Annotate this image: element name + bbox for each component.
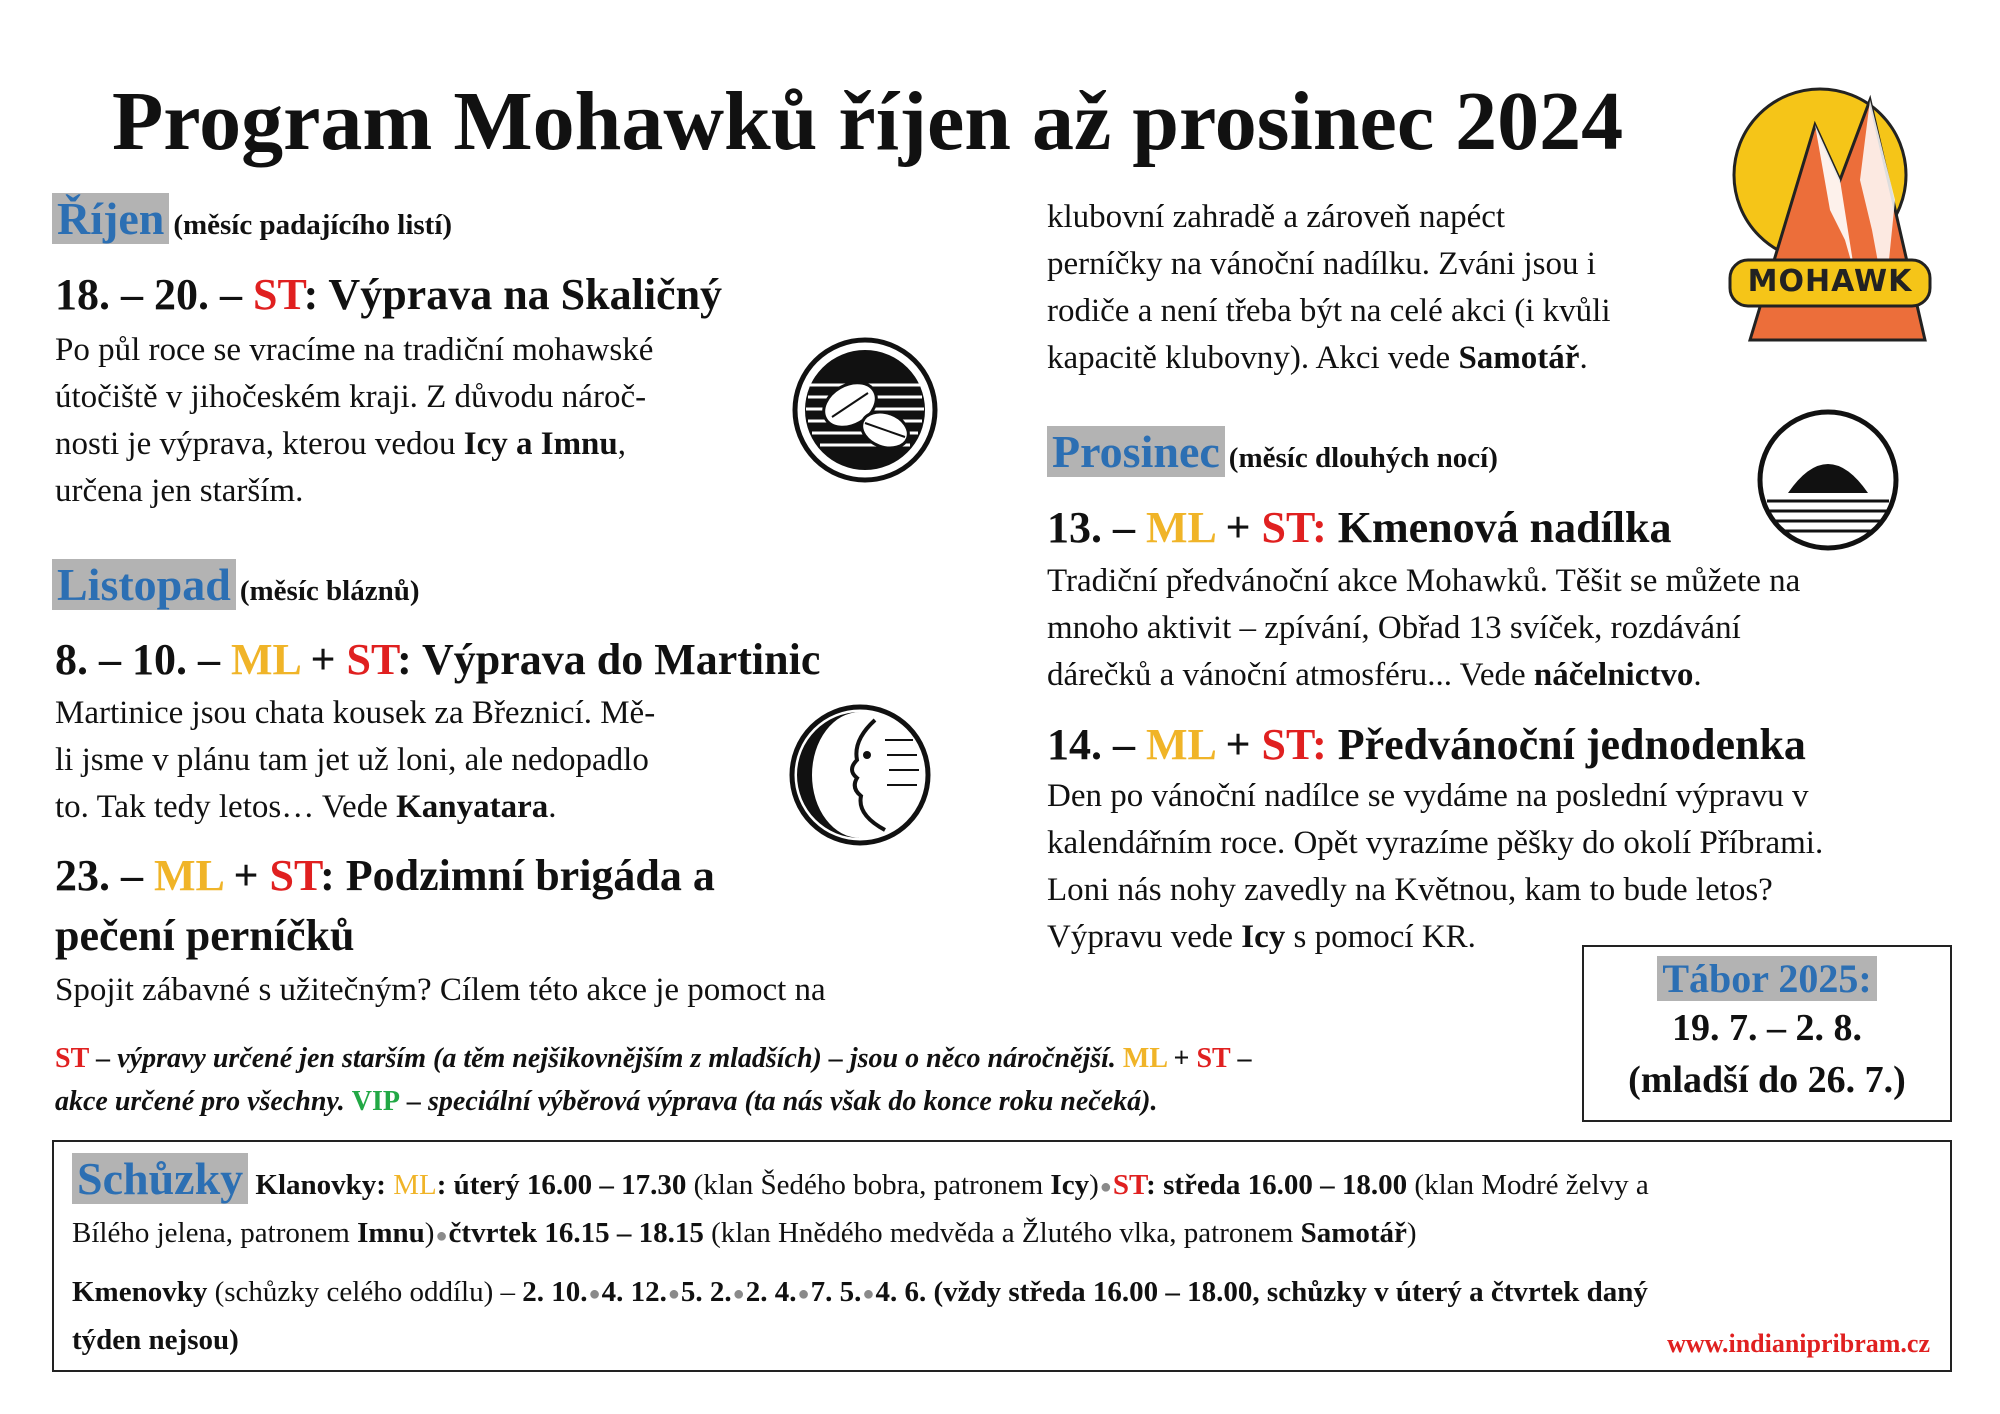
text-line — [1047, 652, 1967, 699]
text-line — [55, 421, 775, 468]
text: to. Tak tedy letos… Vede — [55, 789, 388, 825]
text-line: kalendářním roce. Opět vyrazíme pěšky do okolí Příbrami. — [1047, 825, 1824, 861]
event-title-martinice — [55, 632, 820, 688]
text: kapacitě klubovny). Akci vede — [1047, 340, 1451, 376]
legend — [55, 1037, 1575, 1123]
text-line: li jsme v plánu tam jet už loni, ale nedopadlo — [55, 742, 649, 778]
text-line: klubovní zahradě a zároveň napéct — [1047, 199, 1506, 235]
event-title-brigada-line2: pečení perníčků — [55, 911, 355, 960]
tag-ml: ML — [231, 635, 300, 684]
event-date: 13. – — [1047, 503, 1135, 552]
event-date: 14. – — [1047, 720, 1135, 769]
event-name: : Podzimní brigáda a — [320, 851, 715, 900]
text: . — [548, 789, 557, 825]
month-name: Prosinec — [1047, 426, 1225, 477]
moon-face-icon — [785, 700, 935, 850]
thu-patron: Samotář — [1300, 1217, 1407, 1250]
tag-ml: ML — [1146, 720, 1215, 769]
ml-clan-end: ) — [1089, 1169, 1099, 1201]
plus: + — [1225, 503, 1251, 552]
text: nosti je výprava, kterou vedou — [55, 426, 456, 462]
leader-name: Icy a Imnu — [463, 426, 618, 462]
bullet-dot: ● — [732, 1283, 745, 1306]
tag-st: ST — [346, 635, 398, 684]
kmenovky-label: Kmenovky — [72, 1275, 208, 1308]
klanovky-line — [72, 1153, 1932, 1210]
thu-clan-end: ) — [1406, 1217, 1417, 1250]
event-date: 8. – 10. – — [55, 635, 220, 684]
tag-st: ST — [269, 851, 321, 900]
st-clan-end: ) — [424, 1217, 435, 1250]
kmenovky-desc: (schůzky celého oddílu) – — [207, 1275, 523, 1308]
event-name: Kmenová nadílka — [1337, 503, 1672, 552]
event-name: : Výprava na Skaličný — [303, 270, 723, 319]
legend-line — [55, 1080, 1575, 1123]
text-line: Loni nás nohy zavedly na Květnou, kam to bude letos? — [1047, 872, 1773, 908]
tag-st: ST — [55, 1043, 90, 1074]
schuzky-title: Schůzky — [72, 1153, 248, 1204]
leader-name: Samotář — [1458, 340, 1580, 376]
event-name: Předvánoční jednodenka — [1337, 720, 1806, 769]
tag-st: ST — [1112, 1169, 1147, 1201]
legend-text: – speciální výběrová výprava (ta nás však do konce roku nečeká). — [400, 1086, 1158, 1117]
thu-clan: (klan Hnědého medvěda a Žlutého vlka, patronem — [703, 1217, 1301, 1250]
tag-st: ST — [1196, 1043, 1231, 1074]
plus: + — [1166, 1043, 1197, 1074]
bullet-dot: ● — [435, 1224, 448, 1247]
night-moon-icon — [1753, 405, 1903, 555]
kmenovky-date: 2. 10. — [522, 1275, 588, 1308]
bullet-dot: ● — [1099, 1176, 1112, 1199]
text-line: Po půl roce se vracíme na tradiční mohawské — [55, 332, 654, 368]
event-description-martinice — [55, 690, 775, 831]
event-name: : Výprava do Martinic — [397, 635, 821, 684]
event-date: 18. – 20. – — [55, 270, 242, 319]
ml-patron: Icy — [1050, 1169, 1090, 1201]
page-title: Program Mohawků říjen až prosinec 2024 — [112, 75, 1624, 168]
month-name: Listopad — [52, 559, 236, 610]
text-line: Martinice jsou chata kousek za Březnicí. Mě- — [55, 695, 656, 731]
tag-ml: ML — [154, 851, 223, 900]
website-link[interactable]: www.indianipribram.cz — [1667, 1329, 1930, 1359]
month-subtitle: (měsíc dlouhých nocí) — [1228, 442, 1498, 474]
text-line — [1047, 335, 1727, 382]
schuzky-box — [52, 1140, 1952, 1372]
kmenovky-note-cont: týden nejsou) — [72, 1324, 239, 1357]
text-line: Den po vánoční nadílce se vydáme na poslední výpravu v — [1047, 778, 1809, 814]
legend-text: akce určené pro všechny. — [55, 1086, 352, 1117]
kmenovky-line — [72, 1269, 1932, 1317]
leaves-moon-icon — [790, 335, 940, 485]
legend-text: – výpravy určené jen starším (a těm nejšikovnějším z mladších) – jsou o něco náročnější. — [89, 1043, 1123, 1074]
leader-name: Kanyatara — [396, 789, 549, 825]
text: , — [617, 426, 627, 462]
text: . — [1579, 340, 1588, 376]
text-line: útočiště v jihočeském kraji. Z důvodu nároč- — [55, 379, 647, 415]
st-clan: (klan Modré želvy a — [1407, 1169, 1649, 1201]
tag-vip: VIP — [351, 1086, 401, 1117]
tag-ml: ML — [393, 1169, 437, 1201]
bullet-dot: ● — [667, 1283, 680, 1306]
text-line: Tradiční předvánoční akce Mohawků. Těšit se můžete na — [1047, 563, 1801, 599]
leader-name: náčelnictvo — [1533, 657, 1694, 693]
bullet-dot: ● — [797, 1283, 810, 1306]
logo-text: MOHAWK — [1747, 264, 1913, 299]
bullet-dot: ● — [862, 1283, 875, 1306]
event-title-skalicny — [55, 267, 722, 323]
ml-clan: (klan Šedého bobra, patronem — [686, 1169, 1051, 1201]
st-time: : středa 16.00 – 18.00 — [1146, 1169, 1408, 1201]
tabor-note: (mladší do 26. 7.) — [1628, 1059, 1906, 1101]
kmenovky-date: 4. 6. — [875, 1275, 927, 1308]
kmenovky-date: 5. 2. — [680, 1275, 732, 1308]
text: s pomocí KR. — [1293, 919, 1476, 955]
mohawk-logo — [1720, 70, 1940, 350]
text-line: mnoho aktivit – zpívání, Obřad 13 svíček, rozdávání — [1047, 610, 1741, 646]
kmenovky-date: 2. 4. — [745, 1275, 797, 1308]
month-heading-prosinec — [1047, 425, 1498, 478]
text-line: určena jen starším. — [55, 473, 304, 509]
text-line: rodiče a není třeba být na celé akci (i kvůli — [1047, 293, 1611, 329]
tag-st: ST: — [1261, 503, 1327, 552]
month-subtitle: (měsíc bláznů) — [239, 575, 420, 607]
event-description-kmenova-nadilka — [1047, 558, 1967, 699]
legend-text: – — [1230, 1043, 1252, 1074]
month-heading-listopad — [52, 558, 419, 611]
klanovky-line-2 — [72, 1210, 1932, 1258]
st-patron: Imnu — [357, 1217, 425, 1250]
leader-name: Icy — [1241, 919, 1286, 955]
tabor-box — [1582, 945, 1952, 1122]
text: dárečků a vánoční atmosféru... Vede — [1047, 657, 1526, 693]
event-description-brigada: Spojit zábavné s užitečným? Cílem této akce je pomoct na — [55, 972, 826, 1008]
plus: + — [1225, 720, 1251, 769]
thu-time: čtvrtek 16.15 – 18.15 — [448, 1217, 704, 1250]
text-line — [55, 784, 775, 831]
kmenovky-date: 7. 5. — [810, 1275, 862, 1308]
kmenovky-date: 4. 12. — [601, 1275, 667, 1308]
kmenovky-note: (vždy středa 16.00 – 18.00, schůzky v úterý a čtvrtek daný — [926, 1275, 1648, 1308]
event-date: 23. – — [55, 851, 143, 900]
event-description-jednodenka — [1047, 773, 1977, 961]
kmenovky-line-2 — [72, 1317, 1932, 1363]
event-title-brigada — [55, 848, 715, 904]
tag-st: ST: — [1261, 720, 1327, 769]
bullet-dot: ● — [588, 1283, 601, 1306]
tabor-title: Tábor 2025: — [1657, 956, 1876, 1001]
plus: + — [233, 851, 259, 900]
event-title-kmenova-nadilka — [1047, 500, 1672, 556]
tag-st: ST — [253, 270, 304, 319]
tag-ml: ML — [1146, 503, 1215, 552]
ml-time: : úterý 16.00 – 17.30 — [436, 1169, 687, 1201]
text-line: perníčky na vánoční nadílku. Zváni jsou i — [1047, 246, 1596, 282]
event-description-brigada-continued — [1047, 194, 1727, 382]
legend-line — [55, 1037, 1575, 1080]
event-description-skalicny — [55, 327, 775, 515]
month-heading-rijen — [52, 192, 452, 245]
tabor-dates: 19. 7. – 2. 8. — [1672, 1007, 1862, 1049]
text: Výpravu vede — [1047, 919, 1234, 955]
month-subtitle: (měsíc padajícího listí) — [173, 209, 453, 241]
tag-ml: ML — [1122, 1043, 1167, 1074]
klanovky-label: Klanovky: — [255, 1169, 386, 1201]
st-clan-cont: Bílého jelena, patronem — [72, 1217, 358, 1250]
text: . — [1693, 657, 1702, 693]
month-name: Říjen — [52, 193, 169, 244]
plus: + — [310, 635, 336, 684]
event-title-jednodenka — [1047, 717, 1806, 773]
